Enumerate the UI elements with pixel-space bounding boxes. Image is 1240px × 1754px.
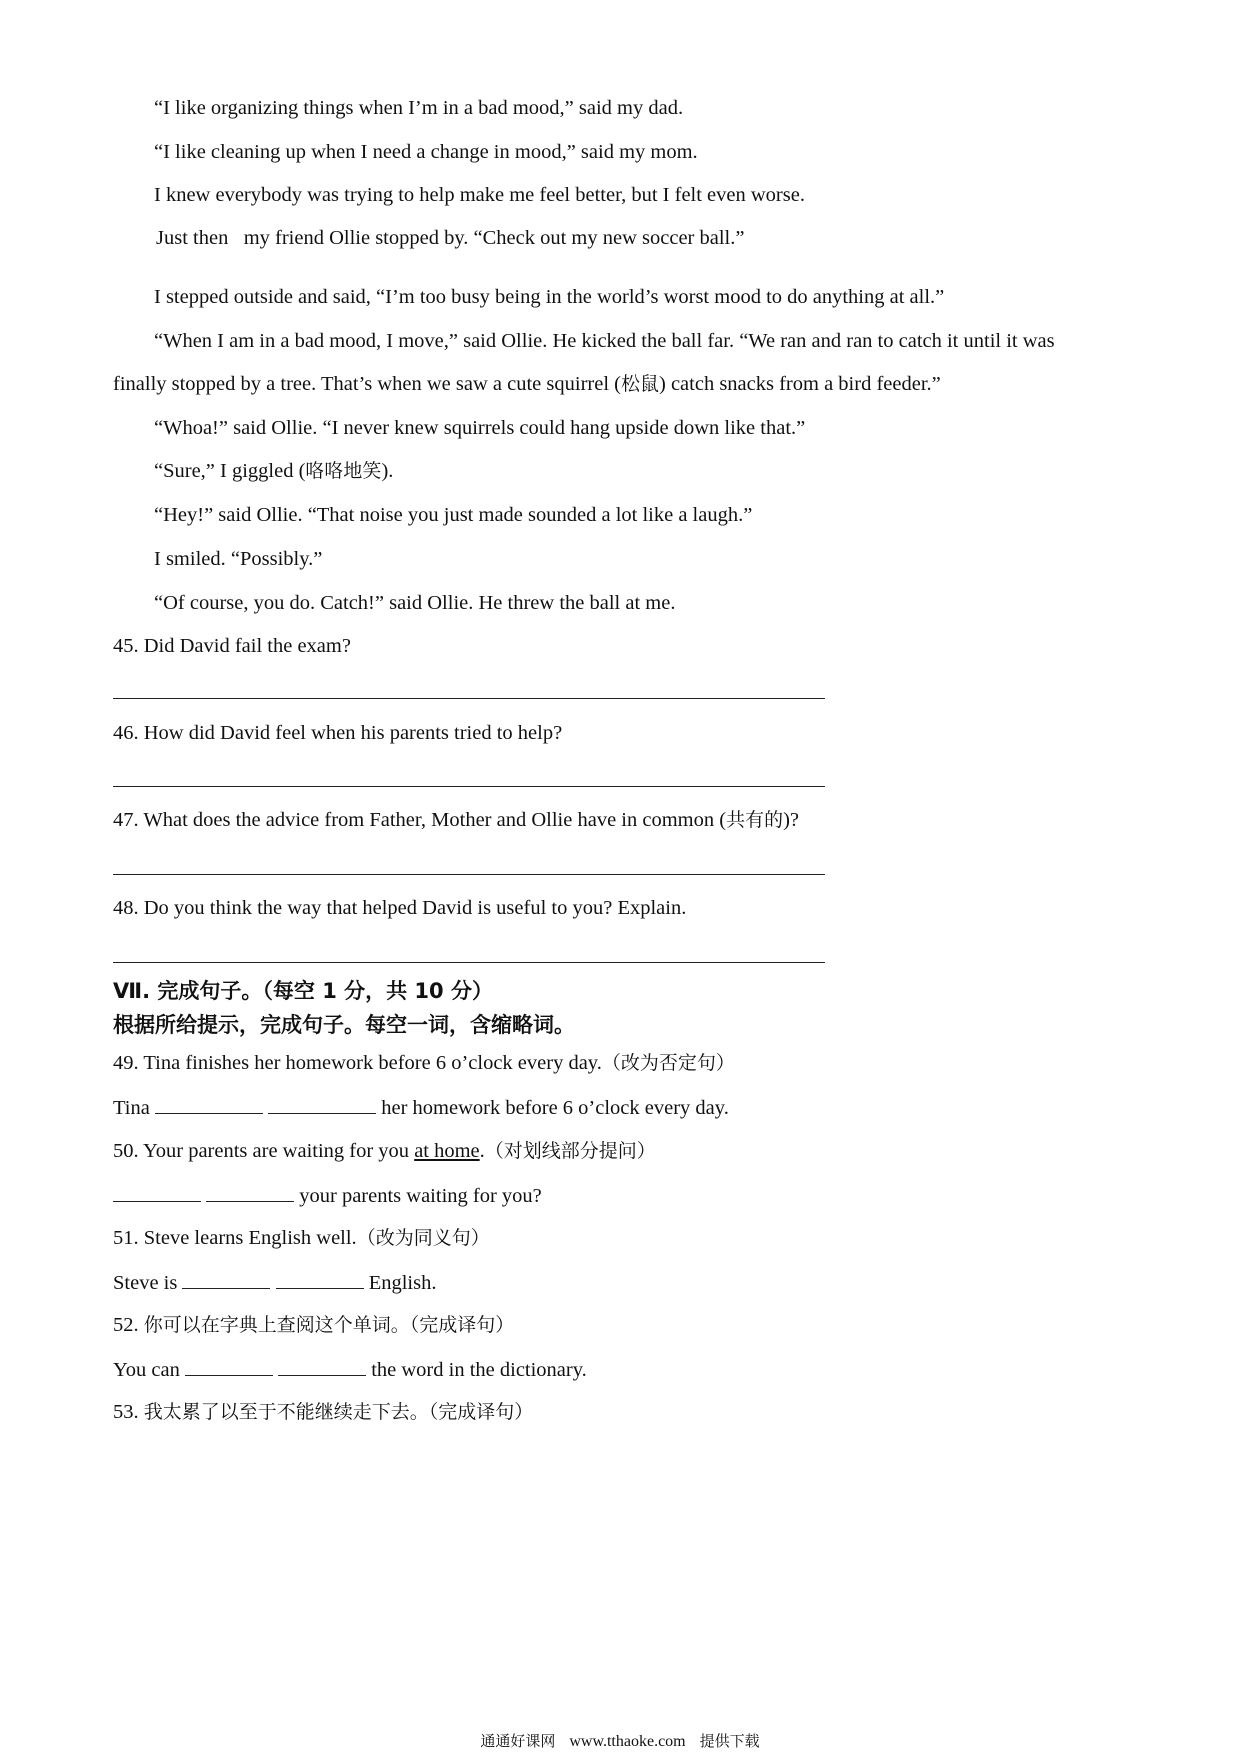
- story-text: “Sure,” I giggled (: [154, 460, 306, 482]
- answer-line-48[interactable]: [113, 962, 825, 963]
- question-48: 48. Do you think the way that helped David is useful to you? Explain.: [113, 897, 687, 919]
- answer-text: English.: [368, 1272, 437, 1294]
- answer-text: the word in the dictionary.: [371, 1359, 587, 1381]
- item-text-chinese: 你可以在字典上查阅这个单词。（完成译句）: [143, 1314, 515, 1336]
- story-text: ).: [381, 460, 394, 482]
- section-title: Ⅶ. 完成句子。（每空 1 分，共 10 分）: [113, 979, 493, 1003]
- answer-line-46[interactable]: [113, 786, 825, 787]
- blank-50-2[interactable]: [206, 1183, 294, 1202]
- item-number: 52.: [113, 1314, 139, 1336]
- story-text: ) catch snacks from a bird feeder.”: [659, 373, 941, 395]
- answer-text: Tina: [113, 1097, 150, 1119]
- blank-50-1[interactable]: [113, 1183, 201, 1202]
- gloss-squirrel: 松鼠: [620, 373, 659, 395]
- footer-site-link[interactable]: www.tthaoke.com: [569, 1733, 686, 1750]
- item-51: [113, 1226, 490, 1250]
- story-text: finally stopped by a tree. That’s when we saw a cute squirrel (: [113, 373, 621, 395]
- story-paragraph-stepped-outside: I stepped outside and said, “I’m too busy being in the world’s worst mood to do anything at all.”: [154, 286, 945, 308]
- answer-line-47[interactable]: [113, 874, 825, 875]
- blank-52-1[interactable]: [185, 1357, 273, 1376]
- blank-51-1[interactable]: [182, 1270, 270, 1289]
- item-text: .: [479, 1140, 485, 1162]
- item-text: 50. Your parents are waiting for you: [113, 1140, 415, 1162]
- answer-52: [113, 1357, 587, 1382]
- question-text: 47. What does the advice from Father, Mother and Ollie have in common (: [113, 809, 727, 831]
- story-paragraph-move-line2: [113, 372, 941, 396]
- story-paragraph-smiled: I smiled. “Possibly.”: [154, 548, 323, 570]
- question-45: 45. Did David fail the exam?: [113, 635, 351, 657]
- gloss-giggle: 咯咯地笑: [305, 460, 382, 482]
- item-53: [113, 1400, 533, 1424]
- blank-49-2[interactable]: [268, 1095, 376, 1114]
- story-paragraph-move-line1: “When I am in a bad mood, I move,” said Ollie. He kicked the ball far. “We ran and ran to catch it until it was: [154, 330, 1055, 352]
- story-paragraph-worse: I knew everybody was trying to help make me feel better, but I felt even worse.: [154, 184, 805, 206]
- gloss-in-common: 共有的: [726, 809, 784, 831]
- answer-text: Steve is: [113, 1272, 178, 1294]
- answer-text: your parents waiting for you?: [299, 1185, 542, 1207]
- footer-brand: 通通好课网: [480, 1732, 556, 1750]
- item-49: [113, 1051, 735, 1075]
- answer-text: her homework before 6 o’clock every day.: [381, 1097, 729, 1119]
- item-hint: （改为同义句）: [356, 1227, 490, 1249]
- blank-52-2[interactable]: [278, 1357, 366, 1376]
- underlined-phrase: at home: [414, 1140, 480, 1162]
- answer-line-45[interactable]: [113, 698, 825, 699]
- item-52: [113, 1313, 514, 1337]
- story-paragraph-catch: “Of course, you do. Catch!” said Ollie. He threw the ball at me.: [154, 592, 676, 614]
- answer-text: You can: [113, 1359, 180, 1381]
- answer-49: [113, 1095, 729, 1120]
- answer-51: [113, 1270, 437, 1295]
- story-paragraph-giggled: [154, 459, 393, 483]
- item-50: [113, 1139, 656, 1163]
- blank-51-2[interactable]: [276, 1270, 364, 1289]
- story-paragraph-mom: “I like cleaning up when I need a change in mood,” said my mom.: [154, 141, 698, 163]
- item-number: 53.: [113, 1401, 139, 1423]
- story-paragraph-whoa: “Whoa!” said Ollie. “I never knew squirrels could hang upside down like that.”: [154, 417, 806, 439]
- question-46: 46. How did David feel when his parents tried to help?: [113, 722, 563, 744]
- section-instruction: 根据所给提示，完成句子。每空一词，含缩略词。: [113, 1013, 575, 1037]
- answer-50: [113, 1183, 542, 1208]
- item-hint: （改为否定句）: [601, 1052, 735, 1074]
- question-47: [113, 808, 799, 832]
- footer-download-text: 提供下载: [699, 1732, 760, 1750]
- story-paragraph-hey: “Hey!” said Ollie. “That noise you just made sounded a lot like a laugh.”: [154, 504, 753, 526]
- item-text: 51. Steve learns English well.: [113, 1227, 357, 1249]
- story-paragraph-dad: “I like organizing things when I’m in a bad mood,” said my dad.: [154, 97, 684, 119]
- item-text-chinese: 我太累了以至于不能继续走下去。（完成译句）: [143, 1401, 534, 1423]
- story-paragraph-ollie-arrives: Just then my friend Ollie stopped by. “Check out my new soccer ball.”: [156, 227, 745, 249]
- question-text: )?: [783, 809, 800, 831]
- item-text: 49. Tina finishes her homework before 6 o’clock every day.: [113, 1052, 602, 1074]
- item-hint: （对划线部分提问）: [484, 1140, 656, 1162]
- page-footer: [0, 1730, 1240, 1751]
- blank-49-1[interactable]: [155, 1095, 263, 1114]
